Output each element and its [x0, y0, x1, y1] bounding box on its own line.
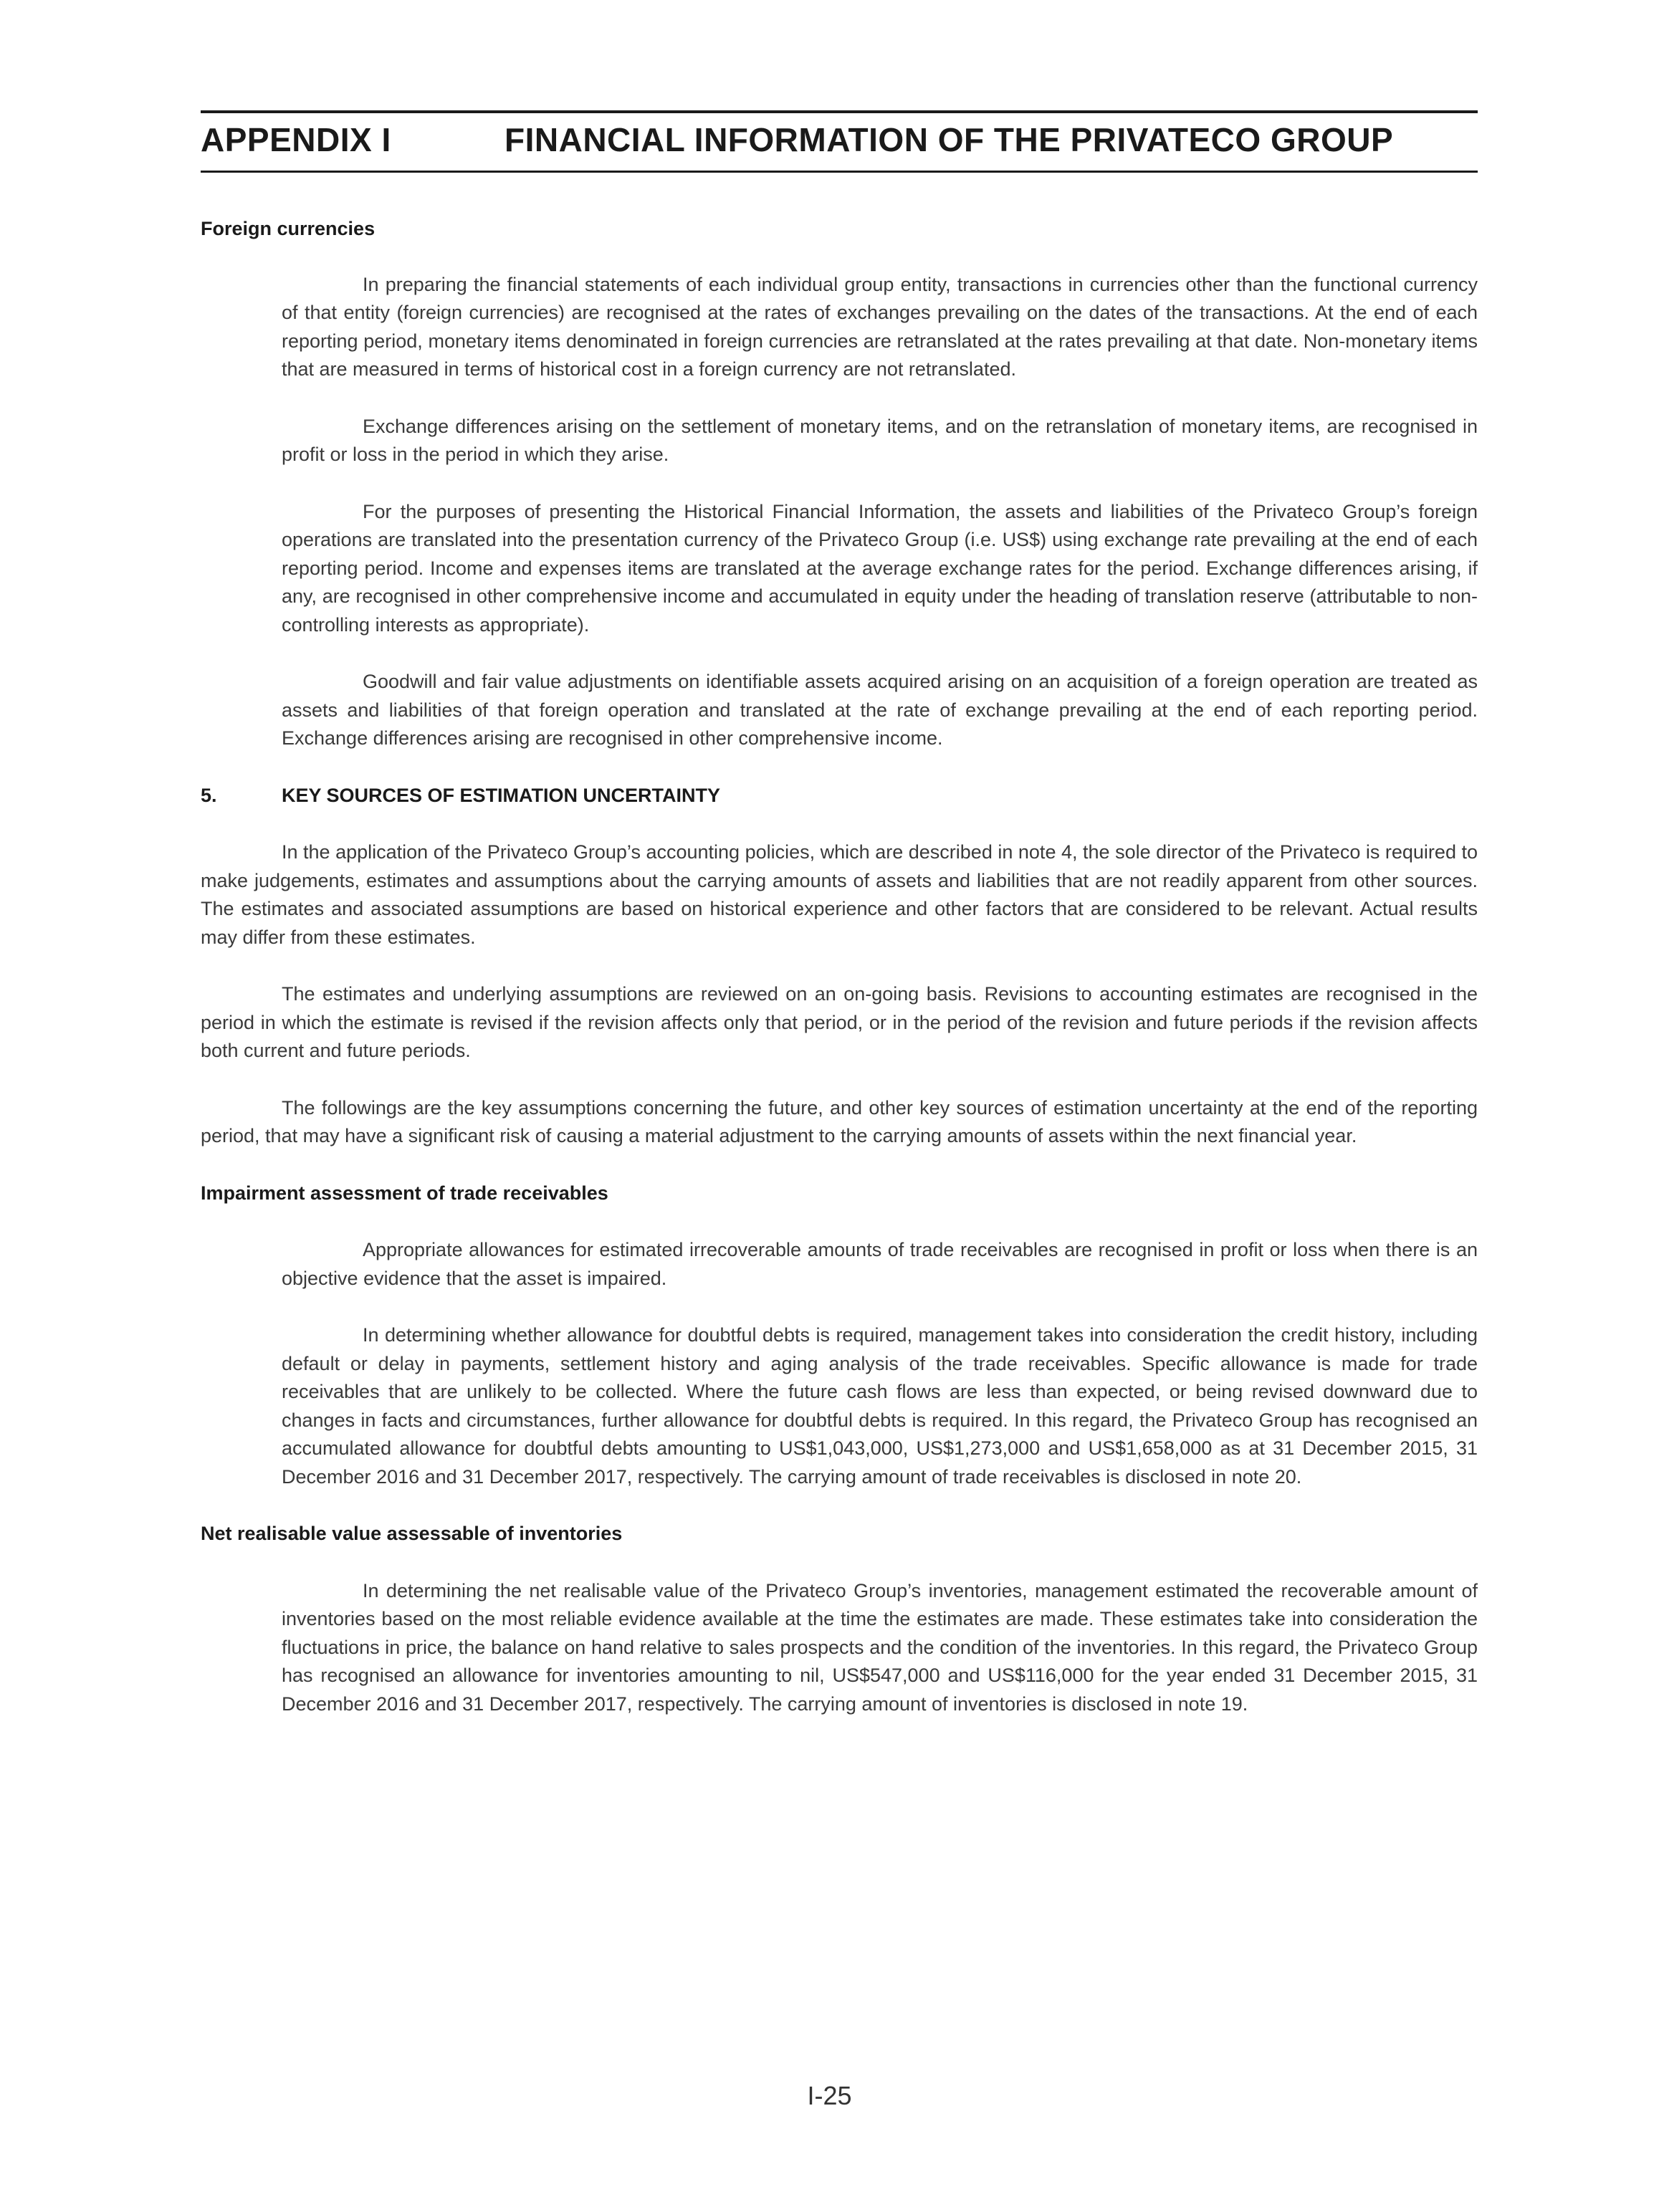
paragraph: In preparing the financial statements of each individual group entity, transactions in currencies other than the functional currency of that entity (foreign currencies) are recognised at the rates of exchanges prevailing on the dates of the transactions. At the end of each reporting period, monetary items denominated in foreign currencies are retranslated at the rates prevailing at that date. Non-monetary items that are measured in terms of historical cost in a foreign currency are not retranslated. [282, 273, 1478, 380]
paragraph: For the purposes of presenting the Historical Financial Information, the assets and liabilities of the Privateco Group’s foreign operations are translated into the presentation currency of the Privateco Group (i.e. US$) using exchange rate prevailing at the end of each reporting period. Income and expenses items are translated at the average exchange rates for the period. Exchange differences arising, if any, are recognised in other comprehensive income and accumulated in equity under the heading of translation reserve (attributable to non-controlling interests as appropriate). [282, 500, 1478, 636]
heading-inventories: Net realisable value assessable of inventories [201, 1523, 623, 1544]
paragraph: The estimates and underlying assumptions are reviewed on an on-going basis. Revisions to accounting estimates are recognised in the period in which the estimate is revised if the revision affects only that period, or in the period of the revision and future periods if the revision affects both current and future periods. [201, 983, 1478, 1061]
paragraph: The followings are the key assumptions concerning the future, and other key sources of estimation uncertainty at the end of the reporting period, that may have a significant risk of causing a material adjustment to the carrying amounts of assets within the next financial year. [201, 1096, 1478, 1146]
section-number: 5. [201, 784, 217, 806]
paragraph: Exchange differences arising on the settlement of monetary items, and on the retranslation of monetary items, are recognised in profit or loss in the period in which they arise. [282, 415, 1478, 465]
paragraph: In determining whether allowance for doubtful debts is required, management takes into consideration the credit history, including default or delay in payments, settlement history and aging analysis of the trade receivables. Specific allowance is made for trade receivables that are unlikely to be collected. Where the future cash flows are less than expected, or being revised downward due to changes in facts and circumstances, further allowance for doubtful debts is required. In this regard, the Privateco Group has recognised an accumulated allowance for doubtful debts amounting to US$1,043,000, US$1,273,000 and US$1,658,000 as at 31 December 2015, 31 December 2016 and 31 December 2017, respectively. The carrying amount of trade receivables is disclosed in note 20. [282, 1324, 1478, 1488]
paragraph: Goodwill and fair value adjustments on identifiable assets acquired arising on an acquisition of a foreign operation are treated as assets and liabilities of that foreign operation and translated at the rate of exchange prevailing at the end of each reporting period. Exchange differences arising are recognised in other comprehensive income. [282, 671, 1478, 749]
section-title: KEY SOURCES OF ESTIMATION UNCERTAINTY [282, 784, 721, 806]
appendix-label: APPENDIX I [201, 121, 391, 158]
page-number: I-25 [807, 2081, 852, 2110]
paragraph: In the application of the Privateco Group’s accounting policies, which are described in note 4, the sole director of the Privateco is required to make judgements, estimates and assumptions about the carrying amounts of assets and liabilities that are not readily apparent from other sources. The estimates and associated assumptions are based on historical experience and other factors that are considered to be relevant. Actual results may differ from these estimates. [201, 841, 1478, 948]
page-header [201, 110, 1478, 173]
paragraph: In determining the net realisable value of the Privateco Group’s inventories, management estimated the recoverable amount of inventories based on the most reliable evidence available at the time the estimates are made. These estimates take into consideration the fluctuations in price, the balance on hand relative to sales prospects and the condition of the inventories. In this regard, the Privateco Group has recognised an allowance for inventories amounting to nil, US$547,000 and US$116,000 for the year ended 31 December 2015, 31 December 2016 and 31 December 2017, respectively. The carrying amount of inventories is disclosed in note 19. [282, 1579, 1478, 1715]
section-5-heading [201, 782, 1478, 810]
document-body [201, 215, 1478, 1718]
heading-foreign-currencies: Foreign currencies [201, 218, 376, 239]
paragraph: Appropriate allowances for estimated irrecoverable amounts of trade receivables are recognised in profit or loss when there is an objective evidence that the asset is impaired. [282, 1239, 1478, 1289]
heading-impairment: Impairment assessment of trade receivables [201, 1182, 608, 1204]
page-title: FINANCIAL INFORMATION OF THE PRIVATECO GROUP [505, 121, 1394, 158]
